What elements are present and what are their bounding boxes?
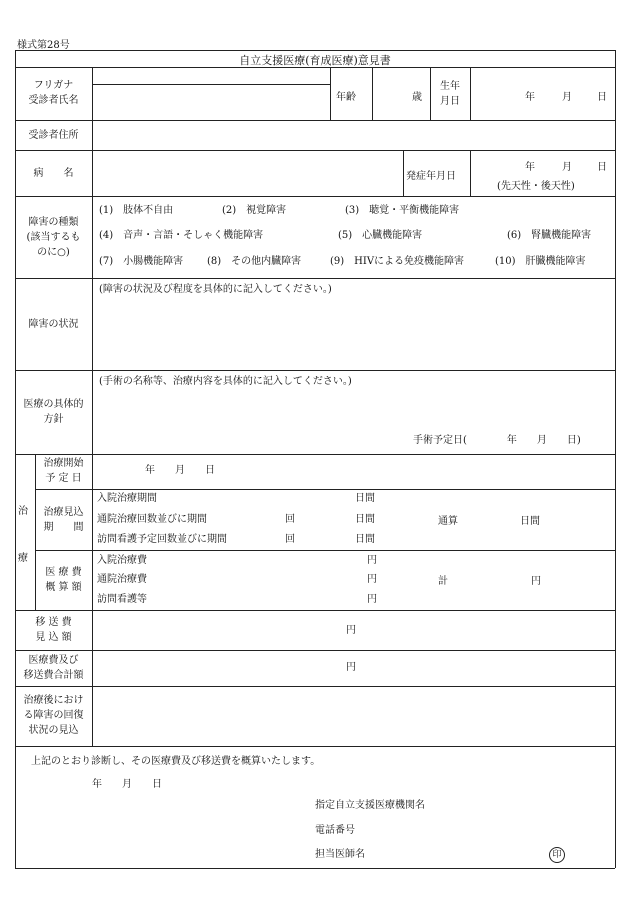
total-cost-label-line2: 移送費合計額 xyxy=(23,670,84,681)
onset-month: 月 xyxy=(562,162,572,173)
row-divider xyxy=(35,550,615,551)
frame-bottom xyxy=(15,868,615,869)
inpatient-cost-unit: 円 xyxy=(367,555,377,566)
cost-estimate-label-line2: 概 算 額 xyxy=(45,582,82,593)
disability-status-field[interactable] xyxy=(95,298,611,366)
medical-policy-note: (手術の名称等、治療内容を具体的に記入してください。) xyxy=(99,376,352,387)
doctor-label: 担当医師名 xyxy=(315,849,365,860)
disability-type-label xyxy=(15,215,92,260)
birth-label-line2: 月日 xyxy=(440,96,460,107)
row-divider xyxy=(35,489,615,490)
total-cost-yen: 円 xyxy=(346,662,356,673)
recovery-label-line2: る障害の回復 xyxy=(23,710,84,721)
disability-option[interactable]: (3) 聴覚・平衡機能障害 xyxy=(345,205,460,216)
disability-option[interactable]: (9) HIVによる免疫機能障害 xyxy=(330,256,465,267)
row-divider xyxy=(15,650,615,651)
disability-option[interactable]: (2) 視覚障害 xyxy=(222,205,287,216)
seal-icon: 印 xyxy=(549,847,565,863)
disability-option[interactable]: (1) 肢体不自由 xyxy=(99,205,174,216)
total-cost-label-line1: 医療費及び xyxy=(28,655,79,666)
furigana-label xyxy=(15,78,92,108)
total-days-unit: 日間 xyxy=(520,516,540,527)
total-days-label: 通算 xyxy=(438,516,458,527)
recovery-label-line3: 状況の見込 xyxy=(28,725,79,736)
medical-policy-label-line2: 方針 xyxy=(43,414,64,425)
age-label: 年齢 xyxy=(336,92,356,103)
onset-divider xyxy=(403,150,404,196)
disability-status-label: 障害の状況 xyxy=(28,319,79,330)
treatment-estimate-label xyxy=(35,505,92,535)
row-divider xyxy=(15,278,615,279)
outpatient-cost-label: 通院治療費 xyxy=(97,574,147,585)
recovery-field[interactable] xyxy=(95,690,611,742)
medical-policy-label-line1: 医療の具体的 xyxy=(23,399,84,410)
disability-option[interactable]: (7) 小腸機能障害 xyxy=(99,256,184,267)
visit-period-label: 訪問看護予定回数並びに期間 xyxy=(97,534,227,545)
recovery-label xyxy=(15,693,92,738)
surgery-date[interactable]: 手術予定日( 年 月 日) xyxy=(413,435,581,446)
declaration-statement: 上記のとおり診断し、その医療費及び移送費を概算いたします。 xyxy=(31,756,321,767)
treatment-estimate-label-line1: 治療見込 xyxy=(43,507,84,518)
outpatient-days-unit: 日間 xyxy=(355,514,375,525)
frame-top xyxy=(15,50,615,51)
visit-cost-unit: 円 xyxy=(367,594,377,605)
transport-label-line2: 見 込 額 xyxy=(35,632,72,643)
disability-option[interactable]: (6) 腎臓機能障害 xyxy=(507,230,592,241)
row-divider xyxy=(15,686,615,687)
disease-label: 病 名 xyxy=(33,168,74,179)
visit-cost-label: 訪問看護等 xyxy=(97,594,147,605)
onset-label: 発症年月日 xyxy=(406,171,456,182)
disability-option[interactable]: (10) 肝臓機能障害 xyxy=(495,256,586,267)
treatment-start-label-line1: 治療開始 xyxy=(43,458,84,469)
furigana-divider xyxy=(92,84,330,85)
cost-sum-label: 計 xyxy=(438,576,448,587)
treatment-side-label-1: 治 xyxy=(18,506,28,517)
disability-option[interactable]: (8) その他内臓障害 xyxy=(207,256,302,267)
form-title: 自立支援医療(育成医療)意見書 xyxy=(239,54,391,67)
disability-status-note: (障害の状況及び程度を具体的に記入してください。) xyxy=(99,284,332,295)
disability-option[interactable]: (5) 心臓機能障害 xyxy=(338,230,423,241)
row-divider xyxy=(15,196,615,197)
visit-times-unit: 回 xyxy=(285,534,295,545)
transport-label-line1: 移 送 費 xyxy=(35,617,72,628)
disability-type-label-line1: 障害の種類 xyxy=(28,217,79,228)
age-unit: 歳 xyxy=(412,92,422,103)
transport-label xyxy=(15,615,92,645)
row-divider xyxy=(15,454,615,455)
disability-type-label-line3: のに○) xyxy=(37,247,70,258)
disability-type-label-line2: (該当するも xyxy=(26,232,81,243)
outpatient-times-unit: 回 xyxy=(285,514,295,525)
address-label: 受診者住所 xyxy=(28,130,79,141)
treatment-start-label xyxy=(35,456,92,486)
form-number: 様式第28号 xyxy=(17,40,70,51)
cost-estimate-label xyxy=(35,565,92,595)
declaration-date[interactable]: 年 月 日 xyxy=(92,779,162,790)
row-divider xyxy=(15,746,615,747)
frame-right xyxy=(615,50,616,868)
onset-day: 日 xyxy=(597,162,607,173)
recovery-label-line1: 治療後におけ xyxy=(23,695,84,706)
birth-label-line1: 生年 xyxy=(440,81,460,92)
birth-month: 月 xyxy=(562,92,572,103)
label-column-line xyxy=(92,67,93,746)
birth-label xyxy=(430,79,470,109)
age-divider xyxy=(330,67,331,120)
cost-estimate-label-line1: 医 療 費 xyxy=(45,567,82,578)
birth-divider xyxy=(470,67,471,120)
inpatient-period-label: 入院治療期間 xyxy=(97,493,157,504)
medical-policy-field[interactable] xyxy=(95,390,611,430)
outpatient-cost-unit: 円 xyxy=(367,574,377,585)
treatment-estimate-label-line2: 期 間 xyxy=(43,522,84,533)
patient-name-label: 受診者氏名 xyxy=(28,95,79,106)
outpatient-period-label: 通院治療回数並びに期間 xyxy=(97,514,207,525)
medical-policy-label xyxy=(15,397,92,427)
row-divider xyxy=(15,150,615,151)
onset-year: 年 xyxy=(525,162,535,173)
disability-option[interactable]: (4) 音声・言語・そしゃく機能障害 xyxy=(99,230,264,241)
treatment-start-label-line2: 予 定 日 xyxy=(45,473,82,484)
transport-yen: 円 xyxy=(346,625,356,636)
congenital-option[interactable]: (先天性・後天性) xyxy=(497,181,575,192)
age-divider xyxy=(372,67,373,120)
treatment-start-date[interactable]: 年 月 日 xyxy=(145,465,215,476)
row-divider xyxy=(15,120,615,121)
onset-divider xyxy=(470,150,471,196)
inpatient-days-unit: 日間 xyxy=(355,493,375,504)
birth-day: 日 xyxy=(597,92,607,103)
phone-label: 電話番号 xyxy=(315,825,355,836)
total-cost-label xyxy=(15,653,92,683)
birth-year: 年 xyxy=(525,92,535,103)
row-divider xyxy=(15,370,615,371)
inpatient-cost-label: 入院治療費 xyxy=(97,555,147,566)
visit-days-unit: 日間 xyxy=(355,534,375,545)
institution-label: 指定自立支援医療機関名 xyxy=(315,800,425,811)
row-divider xyxy=(15,610,615,611)
treatment-side-label-2: 療 xyxy=(18,553,28,564)
cost-sum-unit: 円 xyxy=(531,576,541,587)
furigana-text: フリガナ xyxy=(33,80,74,91)
